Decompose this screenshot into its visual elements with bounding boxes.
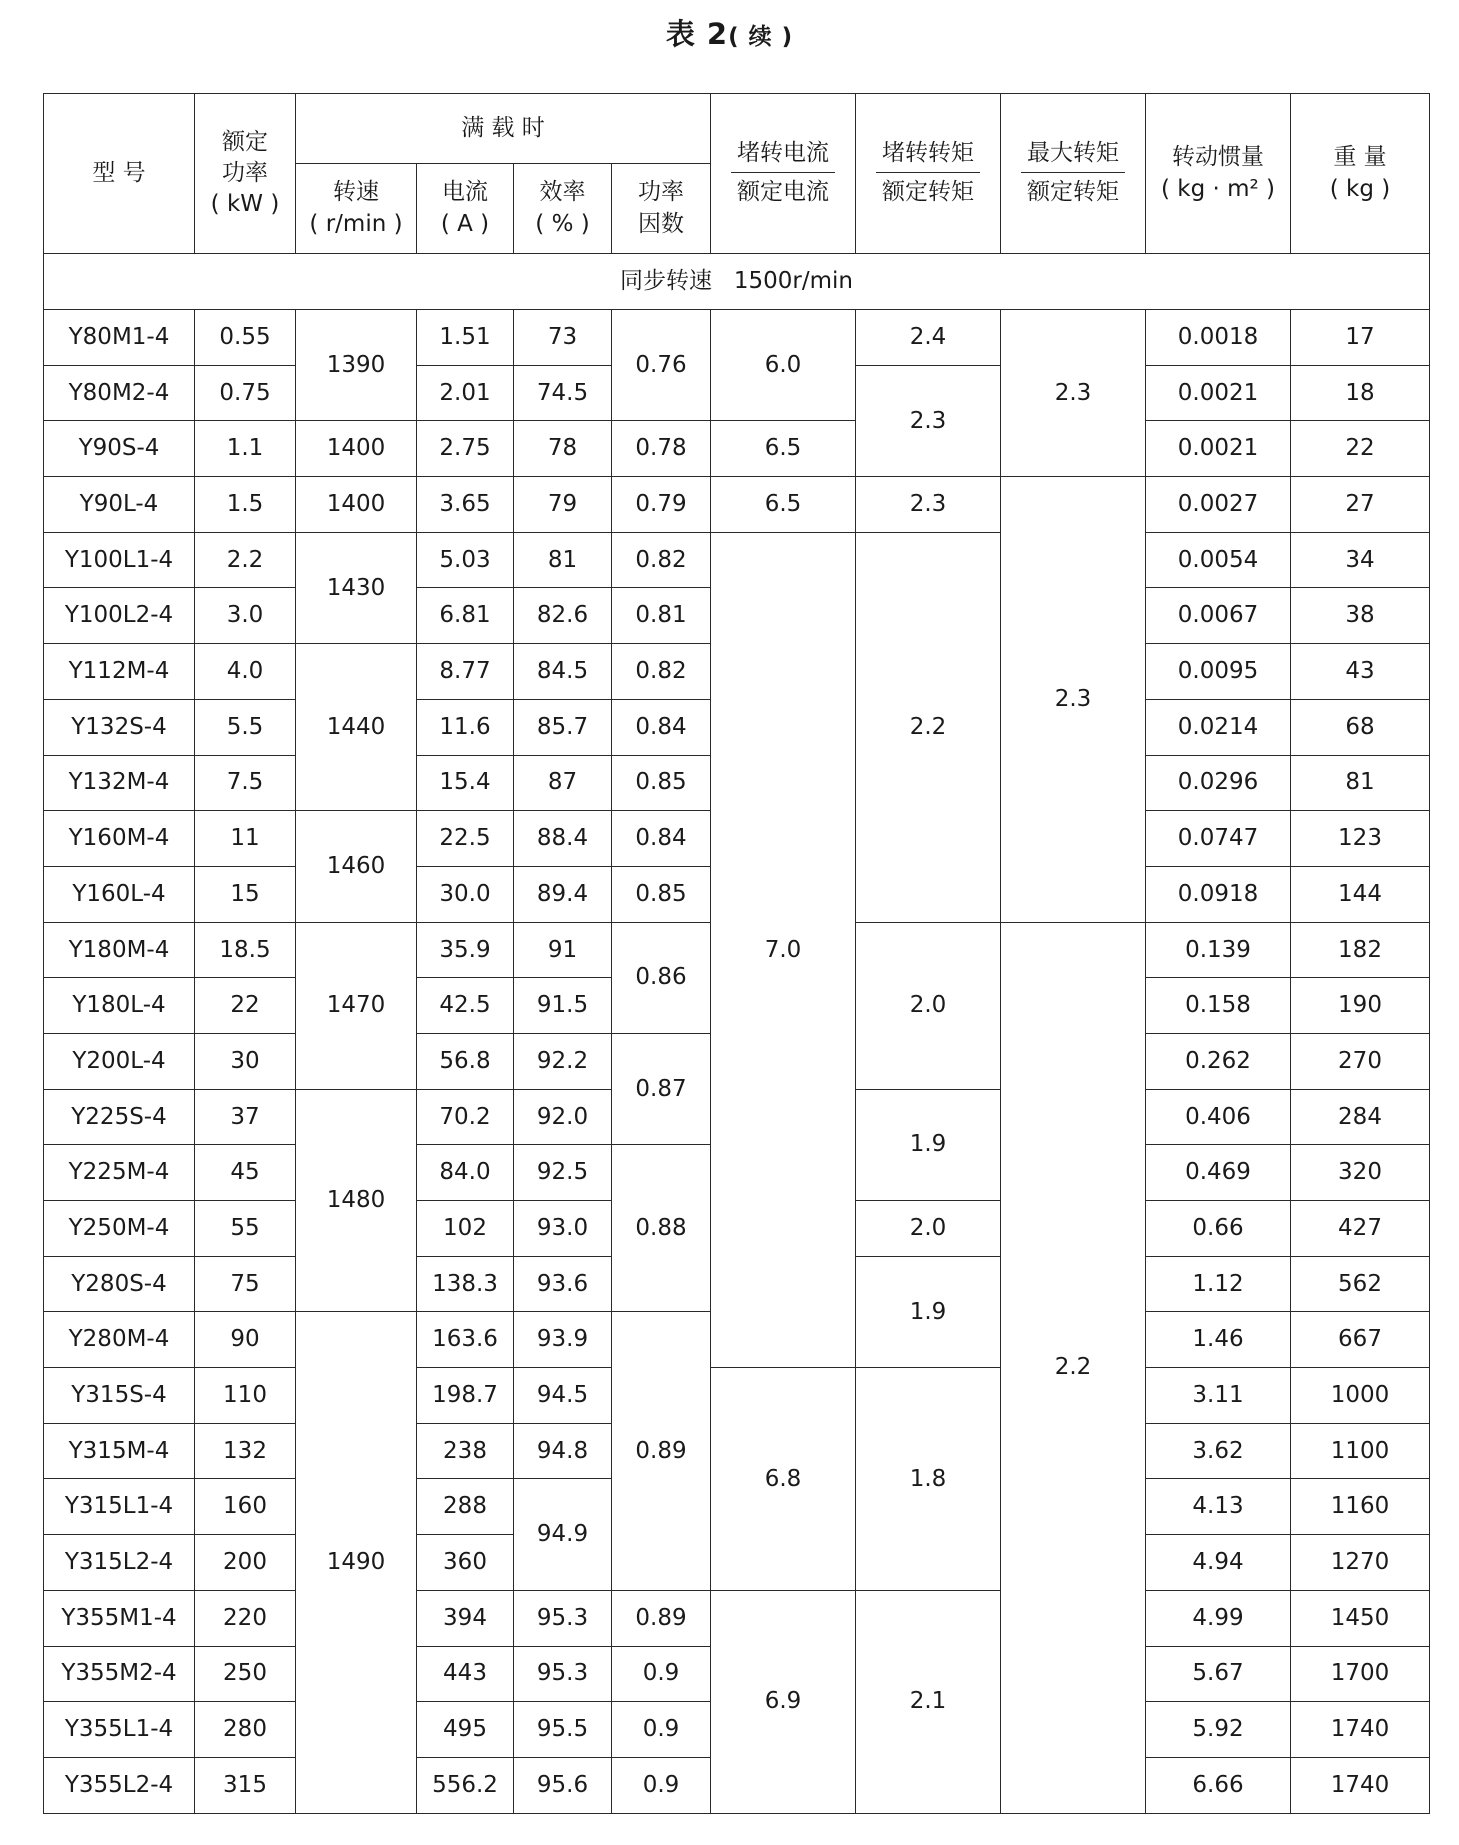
cell-weight: 144	[1291, 866, 1430, 922]
cell-weight: 27	[1291, 477, 1430, 533]
cell-current: 163.6	[417, 1312, 514, 1368]
cell-power: 7.5	[195, 755, 296, 811]
cell-current: 8.77	[417, 644, 514, 700]
cell-locked-current: 6.5	[711, 421, 856, 477]
cell-current: 360	[417, 1535, 514, 1591]
cell-power: 5.5	[195, 699, 296, 755]
cell-inertia: 0.0054	[1146, 532, 1291, 588]
cell-weight: 123	[1291, 811, 1430, 867]
cell-power-factor: 0.84	[612, 811, 711, 867]
cell-efficiency: 93.9	[514, 1312, 612, 1368]
cell-power: 110	[195, 1368, 296, 1424]
cell-inertia: 0.0095	[1146, 644, 1291, 700]
cell-speed: 1460	[296, 811, 417, 922]
cell-power-factor: 0.84	[612, 699, 711, 755]
section-sync-speed: 同步转速 1500r/min	[44, 254, 1430, 310]
cell-current: 102	[417, 1201, 514, 1257]
cell-weight: 34	[1291, 532, 1430, 588]
cell-model: Y132S-4	[44, 699, 195, 755]
cell-current: 1.51	[417, 310, 514, 366]
cell-model: Y180M-4	[44, 922, 195, 978]
cell-weight: 1740	[1291, 1702, 1430, 1758]
cell-max-torque: 2.3	[1001, 310, 1146, 477]
cell-efficiency: 82.6	[514, 588, 612, 644]
cell-power-factor: 0.87	[612, 1033, 711, 1144]
cell-current: 394	[417, 1590, 514, 1646]
cell-model: Y160M-4	[44, 811, 195, 867]
cell-inertia: 4.94	[1146, 1535, 1291, 1591]
cell-power: 22	[195, 978, 296, 1034]
cell-model: Y100L2-4	[44, 588, 195, 644]
cell-efficiency: 74.5	[514, 365, 612, 421]
cell-current: 6.81	[417, 588, 514, 644]
cell-locked-torque: 1.8	[856, 1368, 1001, 1591]
header-row-1	[44, 94, 1430, 164]
cell-weight: 320	[1291, 1145, 1430, 1201]
cell-weight: 1000	[1291, 1368, 1430, 1424]
cell-weight: 68	[1291, 699, 1430, 755]
cell-efficiency: 95.6	[514, 1757, 612, 1813]
cell-current: 138.3	[417, 1256, 514, 1312]
cell-current: 443	[417, 1646, 514, 1702]
cell-inertia: 3.62	[1146, 1423, 1291, 1479]
cell-power: 75	[195, 1256, 296, 1312]
table-title-suffix: ( 续 )	[728, 24, 794, 50]
cell-model: Y90L-4	[44, 477, 195, 533]
cell-efficiency: 84.5	[514, 644, 612, 700]
cell-efficiency: 94.8	[514, 1423, 612, 1479]
cell-efficiency: 91.5	[514, 978, 612, 1034]
cell-power: 55	[195, 1201, 296, 1257]
cell-weight: 81	[1291, 755, 1430, 811]
cell-power: 250	[195, 1646, 296, 1702]
cell-power: 2.2	[195, 532, 296, 588]
header-power-factor: 功率 因数	[612, 164, 711, 254]
cell-current: 30.0	[417, 866, 514, 922]
cell-power: 280	[195, 1702, 296, 1758]
cell-power-factor: 0.9	[612, 1702, 711, 1758]
cell-current: 56.8	[417, 1033, 514, 1089]
cell-inertia: 0.0296	[1146, 755, 1291, 811]
header-weight: 重 量 ( kg )	[1291, 94, 1430, 254]
cell-model: Y315L1-4	[44, 1479, 195, 1535]
cell-model: Y280M-4	[44, 1312, 195, 1368]
cell-inertia: 0.139	[1146, 922, 1291, 978]
cell-inertia: 0.158	[1146, 978, 1291, 1034]
cell-inertia: 4.99	[1146, 1590, 1291, 1646]
cell-power-factor: 0.82	[612, 644, 711, 700]
header-efficiency: 效率 ( % )	[514, 164, 612, 254]
cell-efficiency: 93.6	[514, 1256, 612, 1312]
cell-speed: 1470	[296, 922, 417, 1089]
cell-max-torque: 2.3	[1001, 477, 1146, 923]
cell-power: 37	[195, 1089, 296, 1145]
cell-current: 238	[417, 1423, 514, 1479]
cell-model: Y355M1-4	[44, 1590, 195, 1646]
cell-efficiency: 94.5	[514, 1368, 612, 1424]
cell-locked-torque: 1.9	[856, 1256, 1001, 1367]
cell-inertia: 0.0018	[1146, 310, 1291, 366]
cell-inertia: 1.46	[1146, 1312, 1291, 1368]
cell-current: 198.7	[417, 1368, 514, 1424]
cell-inertia: 0.66	[1146, 1201, 1291, 1257]
cell-current: 495	[417, 1702, 514, 1758]
cell-model: Y225S-4	[44, 1089, 195, 1145]
cell-efficiency: 92.5	[514, 1145, 612, 1201]
cell-efficiency: 91	[514, 922, 612, 978]
cell-model: Y160L-4	[44, 866, 195, 922]
cell-power-factor: 0.86	[612, 922, 711, 1033]
cell-model: Y132M-4	[44, 755, 195, 811]
cell-model: Y280S-4	[44, 1256, 195, 1312]
cell-power-factor: 0.89	[612, 1312, 711, 1590]
cell-inertia: 0.0747	[1146, 811, 1291, 867]
cell-current: 5.03	[417, 532, 514, 588]
cell-locked-current: 6.8	[711, 1368, 856, 1591]
table-row	[44, 532, 1430, 588]
cell-power: 132	[195, 1423, 296, 1479]
section-row	[44, 254, 1430, 310]
cell-efficiency: 92.2	[514, 1033, 612, 1089]
cell-efficiency: 81	[514, 532, 612, 588]
cell-efficiency: 94.9	[514, 1479, 612, 1590]
cell-weight: 43	[1291, 644, 1430, 700]
cell-inertia: 0.0021	[1146, 421, 1291, 477]
cell-current: 35.9	[417, 922, 514, 978]
cell-power-factor: 0.85	[612, 866, 711, 922]
cell-power: 30	[195, 1033, 296, 1089]
cell-power-factor: 0.78	[612, 421, 711, 477]
cell-speed: 1400	[296, 421, 417, 477]
cell-power: 0.55	[195, 310, 296, 366]
cell-weight: 284	[1291, 1089, 1430, 1145]
cell-weight: 190	[1291, 978, 1430, 1034]
cell-speed: 1440	[296, 644, 417, 811]
cell-speed: 1490	[296, 1312, 417, 1813]
header-inertia: 转动惯量 ( kg · m² )	[1146, 94, 1291, 254]
cell-locked-current: 6.5	[711, 477, 856, 533]
cell-current: 556.2	[417, 1757, 514, 1813]
cell-weight: 1270	[1291, 1535, 1430, 1591]
table-row	[44, 1368, 1430, 1424]
cell-weight: 1450	[1291, 1590, 1430, 1646]
cell-power: 45	[195, 1145, 296, 1201]
cell-power-factor: 0.76	[612, 310, 711, 421]
cell-power-factor: 0.9	[612, 1757, 711, 1813]
cell-speed: 1390	[296, 310, 417, 421]
cell-weight: 18	[1291, 365, 1430, 421]
cell-efficiency: 88.4	[514, 811, 612, 867]
cell-weight: 1160	[1291, 1479, 1430, 1535]
cell-current: 2.75	[417, 421, 514, 477]
header-speed: 转速 ( r/min )	[296, 164, 417, 254]
header-locked-torque-ratio: $\frac{\text{堵转转矩}}{\text{额定转矩}}$	[856, 94, 1001, 254]
cell-current: 42.5	[417, 978, 514, 1034]
cell-inertia: 5.67	[1146, 1646, 1291, 1702]
cell-weight: 22	[1291, 421, 1430, 477]
cell-inertia: 5.92	[1146, 1702, 1291, 1758]
table-row	[44, 421, 1430, 477]
cell-efficiency: 95.3	[514, 1646, 612, 1702]
cell-inertia: 0.0918	[1146, 866, 1291, 922]
cell-efficiency: 85.7	[514, 699, 612, 755]
cell-power: 160	[195, 1479, 296, 1535]
cell-model: Y225M-4	[44, 1145, 195, 1201]
cell-power: 200	[195, 1535, 296, 1591]
cell-inertia: 0.0067	[1146, 588, 1291, 644]
cell-locked-torque: 1.9	[856, 1089, 1001, 1200]
cell-model: Y180L-4	[44, 978, 195, 1034]
cell-inertia: 0.469	[1146, 1145, 1291, 1201]
cell-inertia: 0.262	[1146, 1033, 1291, 1089]
cell-weight: 427	[1291, 1201, 1430, 1257]
cell-current: 288	[417, 1479, 514, 1535]
cell-inertia: 3.11	[1146, 1368, 1291, 1424]
header-model: 型 号	[44, 94, 195, 254]
table-row	[44, 310, 1430, 366]
cell-efficiency: 93.0	[514, 1201, 612, 1257]
header-locked-current-ratio: $\frac{\text{堵转电流}}{\text{额定电流}}$	[711, 94, 856, 254]
table-row	[44, 477, 1430, 533]
cell-power: 90	[195, 1312, 296, 1368]
cell-weight: 38	[1291, 588, 1430, 644]
cell-model: Y80M1-4	[44, 310, 195, 366]
cell-inertia: 1.12	[1146, 1256, 1291, 1312]
cell-speed: 1400	[296, 477, 417, 533]
cell-power: 1.5	[195, 477, 296, 533]
cell-power: 4.0	[195, 644, 296, 700]
cell-current: 15.4	[417, 755, 514, 811]
cell-locked-torque: 2.3	[856, 365, 1001, 476]
cell-locked-torque: 2.2	[856, 532, 1001, 922]
cell-model: Y315S-4	[44, 1368, 195, 1424]
cell-power: 0.75	[195, 365, 296, 421]
cell-model: Y355M2-4	[44, 1646, 195, 1702]
cell-power-factor: 0.81	[612, 588, 711, 644]
cell-efficiency: 87	[514, 755, 612, 811]
cell-weight: 667	[1291, 1312, 1430, 1368]
header-current: 电流 ( A )	[417, 164, 514, 254]
cell-weight: 1740	[1291, 1757, 1430, 1813]
cell-weight: 1700	[1291, 1646, 1430, 1702]
cell-inertia: 0.0027	[1146, 477, 1291, 533]
cell-current: 84.0	[417, 1145, 514, 1201]
cell-model: Y90S-4	[44, 421, 195, 477]
cell-weight: 270	[1291, 1033, 1430, 1089]
cell-max-torque: 2.2	[1001, 922, 1146, 1813]
cell-efficiency: 92.0	[514, 1089, 612, 1145]
cell-locked-current: 7.0	[711, 532, 856, 1367]
cell-power: 18.5	[195, 922, 296, 978]
cell-efficiency: 78	[514, 421, 612, 477]
cell-efficiency: 89.4	[514, 866, 612, 922]
cell-power: 15	[195, 866, 296, 922]
cell-model: Y355L1-4	[44, 1702, 195, 1758]
cell-model: Y315M-4	[44, 1423, 195, 1479]
cell-power-factor: 0.88	[612, 1145, 711, 1312]
cell-efficiency: 73	[514, 310, 612, 366]
cell-speed: 1480	[296, 1089, 417, 1312]
cell-locked-current: 6.0	[711, 310, 856, 421]
cell-weight: 562	[1291, 1256, 1430, 1312]
cell-model: Y250M-4	[44, 1201, 195, 1257]
cell-power-factor: 0.79	[612, 477, 711, 533]
header-rated-power: 额定 功率 ( kW )	[195, 94, 296, 254]
cell-power-factor: 0.89	[612, 1590, 711, 1646]
cell-current: 2.01	[417, 365, 514, 421]
cell-power-factor: 0.9	[612, 1646, 711, 1702]
cell-power: 11	[195, 811, 296, 867]
cell-power: 315	[195, 1757, 296, 1813]
cell-model: Y315L2-4	[44, 1535, 195, 1591]
cell-power-factor: 0.85	[612, 755, 711, 811]
cell-inertia: 6.66	[1146, 1757, 1291, 1813]
table-row	[44, 1590, 1430, 1646]
cell-efficiency: 95.3	[514, 1590, 612, 1646]
cell-power-factor: 0.82	[612, 532, 711, 588]
cell-weight: 182	[1291, 922, 1430, 978]
cell-model: Y355L2-4	[44, 1757, 195, 1813]
cell-locked-torque: 2.0	[856, 922, 1001, 1089]
cell-model: Y100L1-4	[44, 532, 195, 588]
cell-weight: 1100	[1291, 1423, 1430, 1479]
table-title-text: 表 2	[665, 17, 729, 51]
cell-current: 22.5	[417, 811, 514, 867]
cell-locked-torque: 2.0	[856, 1201, 1001, 1257]
cell-current: 70.2	[417, 1089, 514, 1145]
header-full-load: 满 载 时	[296, 94, 711, 164]
cell-speed: 1430	[296, 532, 417, 643]
cell-model: Y80M2-4	[44, 365, 195, 421]
cell-locked-torque: 2.4	[856, 310, 1001, 366]
cell-current: 3.65	[417, 477, 514, 533]
cell-current: 11.6	[417, 699, 514, 755]
cell-locked-torque: 2.3	[856, 477, 1001, 533]
header-max-torque-ratio: $\frac{\text{最大转矩}}{\text{额定转矩}}$	[1001, 94, 1146, 254]
cell-model: Y200L-4	[44, 1033, 195, 1089]
cell-locked-current: 6.9	[711, 1590, 856, 1813]
cell-inertia: 4.13	[1146, 1479, 1291, 1535]
cell-power: 3.0	[195, 588, 296, 644]
cell-efficiency: 95.5	[514, 1702, 612, 1758]
cell-power: 220	[195, 1590, 296, 1646]
cell-weight: 17	[1291, 310, 1430, 366]
cell-power: 1.1	[195, 421, 296, 477]
cell-locked-torque: 2.1	[856, 1590, 1001, 1813]
cell-inertia: 0.0214	[1146, 699, 1291, 755]
cell-model: Y112M-4	[44, 644, 195, 700]
table-title	[0, 12, 1459, 53]
cell-inertia: 0.0021	[1146, 365, 1291, 421]
cell-efficiency: 79	[514, 477, 612, 533]
motor-spec-table	[43, 93, 1430, 1814]
cell-inertia: 0.406	[1146, 1089, 1291, 1145]
